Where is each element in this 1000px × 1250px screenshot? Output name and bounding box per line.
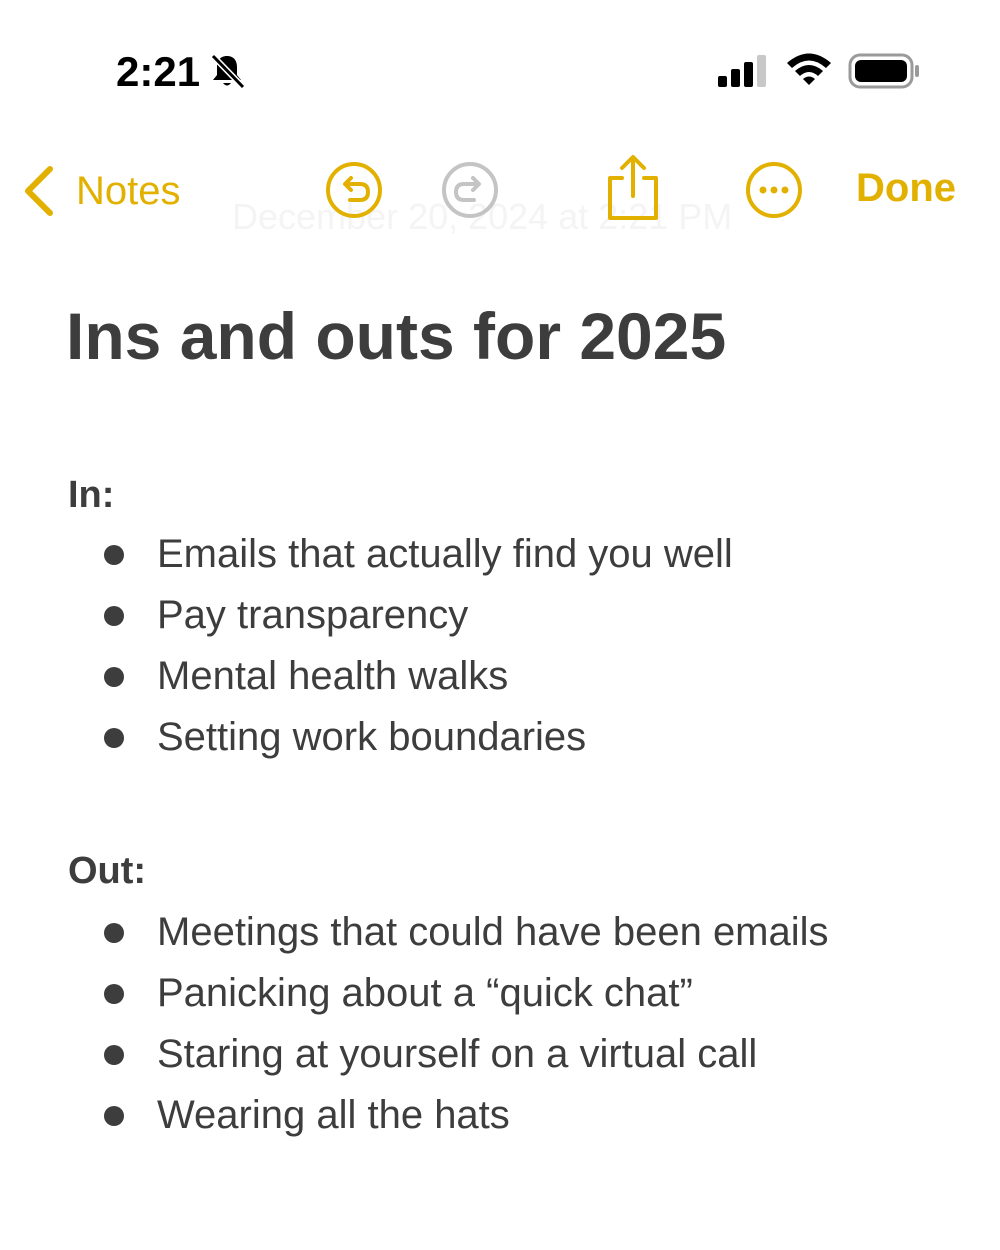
status-time: 2:21 bbox=[116, 48, 201, 95]
list-item[interactable] bbox=[0, 593, 1000, 654]
list-item[interactable] bbox=[0, 654, 1000, 715]
list-item-text: Mental health walks bbox=[157, 654, 509, 698]
redo-icon[interactable] bbox=[440, 160, 500, 220]
list-item[interactable] bbox=[0, 532, 1000, 593]
list-item[interactable] bbox=[0, 1093, 1000, 1154]
bullet-icon bbox=[104, 923, 124, 943]
out-list bbox=[0, 910, 1000, 1154]
bell-slash-icon bbox=[207, 51, 247, 91]
chevron-left-icon bbox=[20, 163, 56, 219]
in-list bbox=[0, 532, 1000, 776]
bullet-icon bbox=[104, 1045, 124, 1065]
list-item-text: Panicking about a “quick chat” bbox=[157, 971, 693, 1015]
note-title[interactable]: Ins and outs for 2025 bbox=[66, 299, 727, 373]
list-item[interactable] bbox=[0, 1032, 1000, 1093]
list-item[interactable] bbox=[0, 715, 1000, 776]
back-label: Notes bbox=[76, 168, 181, 213]
bullet-icon bbox=[104, 984, 124, 1004]
note-date: December 20, 2024 at 2:21 PM bbox=[232, 196, 733, 237]
cellular-signal-icon bbox=[716, 54, 770, 88]
status-bar bbox=[0, 0, 1000, 120]
wifi-icon bbox=[784, 50, 834, 88]
battery-icon bbox=[848, 52, 922, 90]
done-button[interactable]: Done bbox=[856, 166, 956, 210]
list-item-text: Meetings that could have been emails bbox=[157, 910, 829, 954]
list-item-text: Pay transparency bbox=[157, 593, 469, 637]
list-item-text: Emails that actually find you well bbox=[157, 532, 733, 576]
list-item-text: Staring at yourself on a virtual call bbox=[157, 1032, 758, 1076]
undo-icon[interactable] bbox=[324, 160, 384, 220]
bullet-icon bbox=[104, 728, 124, 748]
bullet-icon bbox=[104, 1106, 124, 1126]
bullet-icon bbox=[104, 545, 124, 565]
section-heading-in[interactable]: In: bbox=[68, 474, 115, 516]
list-item-text: Setting work boundaries bbox=[157, 715, 587, 759]
list-item[interactable] bbox=[0, 971, 1000, 1032]
list-item-text: Wearing all the hats bbox=[157, 1093, 510, 1137]
back-button[interactable] bbox=[20, 160, 181, 222]
bullet-icon bbox=[104, 667, 124, 687]
section-heading-out[interactable]: Out: bbox=[68, 850, 147, 892]
share-icon[interactable] bbox=[602, 152, 664, 224]
bullet-icon bbox=[104, 606, 124, 626]
list-item[interactable] bbox=[0, 910, 1000, 971]
more-icon[interactable] bbox=[744, 160, 804, 220]
